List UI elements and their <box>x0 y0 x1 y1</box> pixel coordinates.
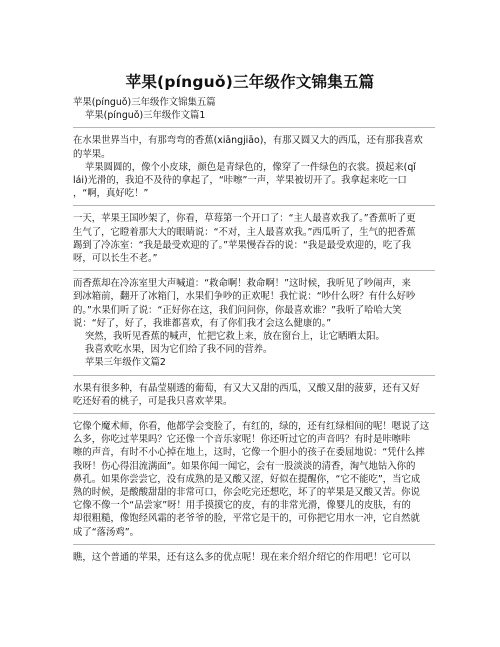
text-line: 一天，苹果王国吵架了，你看，草莓第一个开口了：“主人最喜欢我了。”香蕉听了更 <box>73 213 416 225</box>
text-line: 吃还好看的桃子，可是我只喜欢苹果。 <box>73 395 233 407</box>
text-line: 呀，可以长生不老。” <box>73 253 158 265</box>
text-line: 在水果世界当中，有那弯弯的香蕉(xiāngjiāo)，有那又圆又大的西瓜，还有那我喜欢 <box>73 135 423 147</box>
text-line: lái)光滑的，我迫不及待的拿起了，“咔嚓”一声，苹果被切开了。我拿起来吃一口 <box>73 175 407 187</box>
text-block <box>73 134 435 200</box>
text-line: 说：“好了，好了，我谁都喜欢，有了你们我才会这么健康的。” <box>73 317 332 329</box>
document-title: 苹果(pínguǒ)三年级作文锦集五篇 <box>125 73 375 91</box>
text-block <box>73 96 435 122</box>
text-line: 苹果(pínguǒ)三年级作文篇1 <box>73 110 206 122</box>
text-line: 我呀！伤心得泪流满面”。如果你闻一闻它，会有一股淡淡的清香，淘气地钻入你的 <box>73 460 416 472</box>
text-line: 它像个魔术师，你看，他都学会变脸了，有红的，绿的，还有红绿相间的呢！嗯说了这 <box>73 421 430 433</box>
text-line: 水果有很多种，有晶莹剔透的葡萄，有又大又甜的西瓜，又酸又甜的菠萝，还有又好 <box>73 382 420 394</box>
paragraph-separator <box>73 413 435 414</box>
paragraph-separator <box>73 544 435 545</box>
text-line: 到冰箱前，翻开了冰箱门，水果们争吵的正欢呢！我忙说：“吵什么呀？有什么好吵 <box>73 291 416 303</box>
text-line: 却很粗糙，像饱经风霜的老爷爷的脸，平常它是干的，可你把它用水一冲，它自然就 <box>73 513 420 525</box>
text-line: 的苹果。 <box>73 148 111 160</box>
text-line: 嚓的声音，有时不小心掉在地上，这时，它像一个胆小的孩子在委屈地说：“凭什么摔 <box>73 447 425 459</box>
text-line: 苹果(pínguǒ)三年级作文锦集五篇 <box>73 97 216 108</box>
text-line: 我喜欢吃水果，因为它们给了我不同的营养。 <box>73 344 273 356</box>
text-block <box>73 212 435 265</box>
text-line: 突然，我听见香蕉的喊声，忙把它救上来，放在窗台上，让它晒晒太阳。 <box>73 331 385 343</box>
text-block <box>73 551 435 564</box>
text-block <box>73 382 435 408</box>
text-line: 么多，你吃过苹果吗？它还像一个音乐家呢！你还听过它的声音吗？有时是咔嚓咔 <box>73 434 411 446</box>
text-line: 成了“落汤鸡”。 <box>73 526 139 538</box>
text-line: 熟的时候，是酸酸甜甜的非常可口，你会吃完还想吃，坏了的苹果是又酸又苦。你说 <box>73 487 420 499</box>
text-line: 苹果三年级作文篇2 <box>73 357 166 369</box>
text-line: 踢到了冷冻室：“我是最受欢迎的了。”苹果慢吞吞的说：“我是最受欢迎的，吃了我 <box>73 239 412 251</box>
text-line: 而香蕉却在冷冻室里大声喊道：“救命啊！救命啊！”这时候，我听见了吵闹声，来 <box>73 278 411 290</box>
text-block <box>73 420 435 539</box>
text-block <box>73 277 435 369</box>
text-line: 生气了，它瞪着那大大的眼睛说：“不对，主人最喜欢我。”西瓜听了，生气的把香蕉 <box>73 226 416 238</box>
paragraph-separator <box>73 205 435 206</box>
text-line: 它像不像一个“品尝家”呀！用手摸摸它的皮，有的非常光滑，像婴儿的皮肤，有的 <box>73 500 411 512</box>
document-body <box>73 96 435 564</box>
paragraph-separator <box>73 127 435 128</box>
paragraph-separator <box>73 270 435 271</box>
text-line: ，“啊，真好吃！” <box>73 188 149 200</box>
text-line: 的。”水果们听了说：“正好你在这，我们问问你，你最喜欢谁？”我听了哈哈大笑 <box>73 304 402 316</box>
text-line: 鼻孔。如果你尝尝它，没有成熟的是又酸又涩，好似在提醒你，“它不能吃”，当它成 <box>73 473 421 485</box>
text-line: 瞧，这个普通的苹果，还有这么多的优点呢！现在来介绍介绍它的作用吧！它可以 <box>73 551 411 563</box>
text-line: 苹果圆圆的，像个小皮球，颜色是青绿色的，像穿了一件绿色的衣裳。摸起来(qǐ <box>73 161 416 173</box>
paragraph-separator <box>73 375 435 376</box>
